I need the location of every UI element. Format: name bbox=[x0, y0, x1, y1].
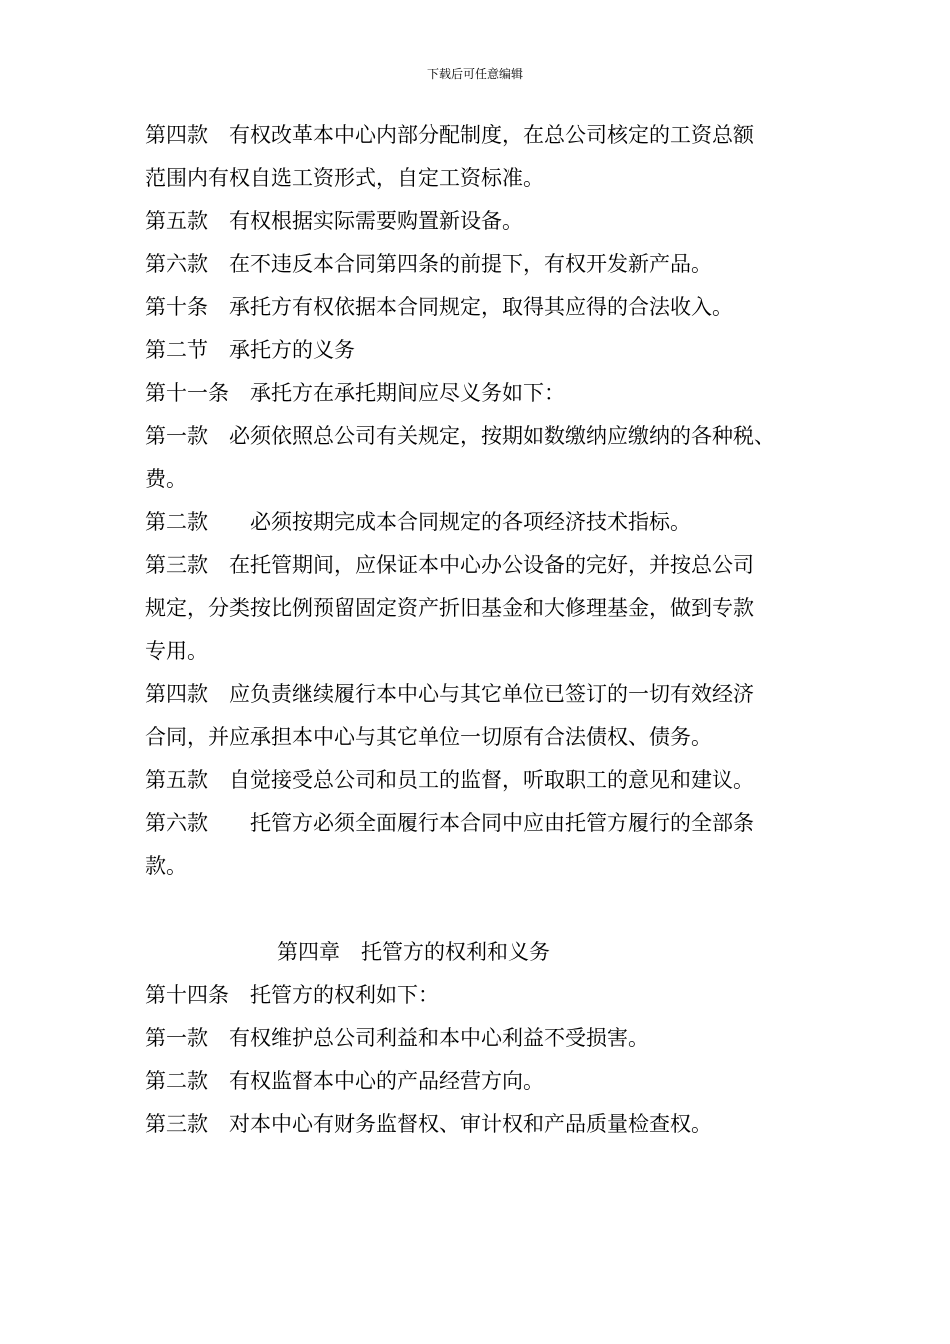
paragraph-line: 第十一条 承托方在承托期间应尽义务如下： bbox=[145, 381, 565, 405]
paragraph-line: 合同，并应承担本中心与其它单位一切原有合法债权、债务。 bbox=[145, 725, 712, 749]
paragraph-line: 第十四条 托管方的权利如下： bbox=[145, 983, 439, 1007]
paragraph-line: 费。 bbox=[145, 467, 187, 491]
paragraph-line: 第六款 在不违反本合同第四条的前提下，有权开发新产品。 bbox=[145, 252, 712, 276]
paragraph-line: 第一款 有权维护总公司利益和本中心利益不受损害。 bbox=[145, 1026, 649, 1050]
paragraph-line: 第一款 必须依照总公司有关规定，按期如数缴纳应缴纳的各种税、 bbox=[145, 424, 775, 448]
paragraph-line: 第二款 有权监督本中心的产品经营方向。 bbox=[145, 1069, 544, 1093]
paragraph-line: 款。 bbox=[145, 854, 187, 878]
paragraph-line: 专用。 bbox=[145, 639, 208, 663]
paragraph-line: 第三款 对本中心有财务监督权、审计权和产品质量检查权。 bbox=[145, 1112, 712, 1136]
paragraph-line: 第五款 有权根据实际需要购置新设备。 bbox=[145, 209, 523, 233]
paragraph-line: 第五款 自觉接受总公司和员工的监督，听取职工的意见和建议。 bbox=[145, 768, 754, 792]
paragraph-line: 第四款 应负责继续履行本中心与其它单位已签订的一切有效经济 bbox=[145, 682, 754, 706]
paragraph-line: 第二款 必须按期完成本合同规定的各项经济技术指标。 bbox=[145, 510, 691, 534]
paragraph-line: 第三款 在托管期间，应保证本中心办公设备的完好，并按总公司 bbox=[145, 553, 754, 577]
section-heading: 第二节 承托方的义务 bbox=[145, 338, 355, 362]
document-body bbox=[145, 114, 815, 1146]
blank-line bbox=[145, 888, 815, 931]
paragraph-line: 第四款 有权改革本中心内部分配制度，在总公司核定的工资总额 bbox=[145, 123, 754, 147]
paragraph-line: 规定，分类按比例预留固定资产折旧基金和大修理基金，做到专款 bbox=[145, 596, 754, 620]
paragraph-line: 范围内有权自选工资形式，自定工资标准。 bbox=[145, 166, 544, 190]
page-header: 下载后可任意编辑 bbox=[426, 67, 523, 81]
chapter-title: 第四章 托管方的权利和义务 bbox=[277, 940, 550, 964]
paragraph-line: 第六款 托管方必须全面履行本合同中应由托管方履行的全部条 bbox=[145, 811, 754, 835]
paragraph-line: 第十条 承托方有权依据本合同规定，取得其应得的合法收入。 bbox=[145, 295, 733, 319]
